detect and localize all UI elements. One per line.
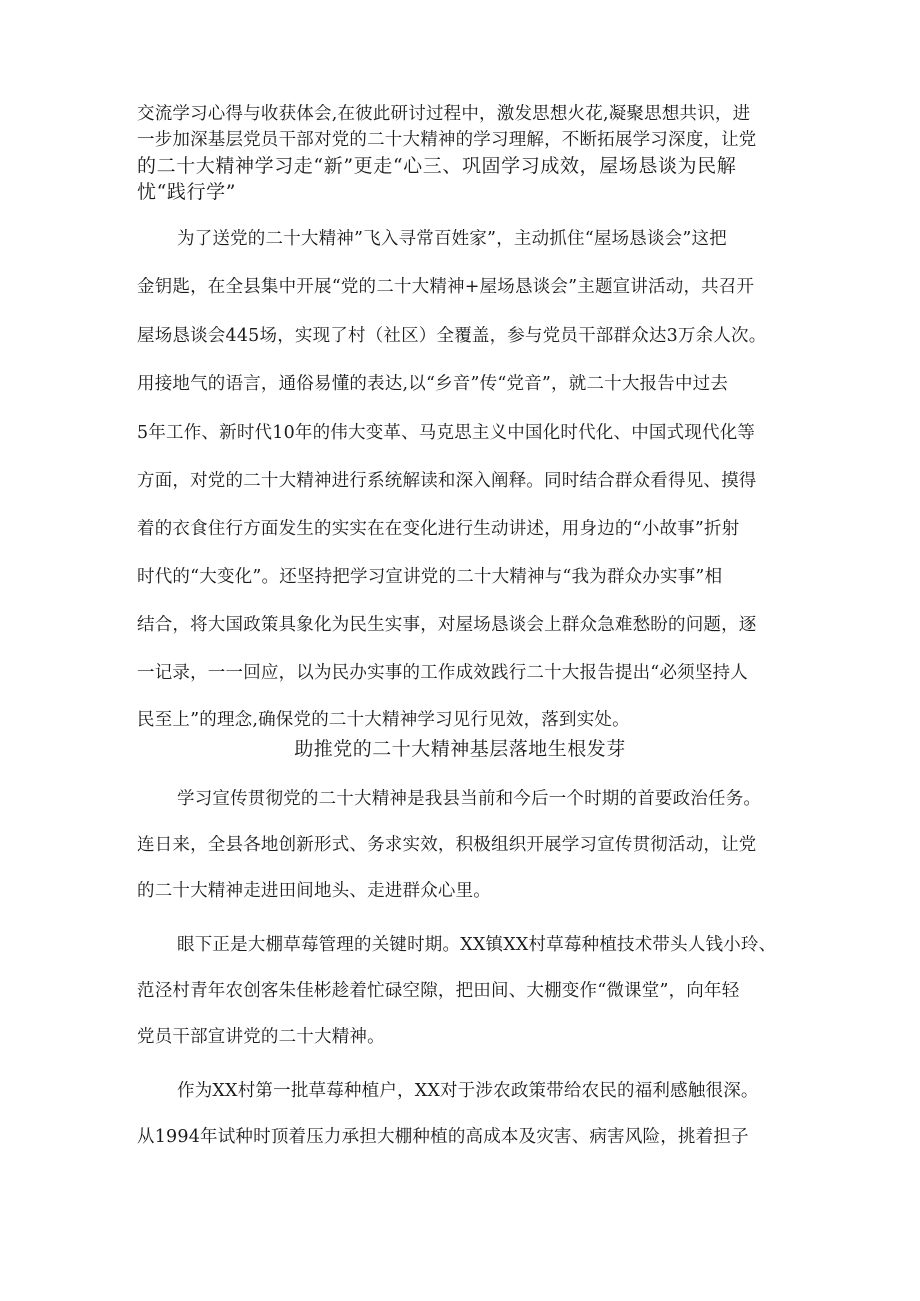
text-line: 民至上”的理念,确保党的二十大精神学习见行见效，落到实处。 bbox=[137, 710, 630, 730]
text-line: 眼下正是大棚草莓管理的关键时期。XX镇XX村草莓种植技术带头人钱小玲、 bbox=[177, 935, 777, 955]
text-line: 的二十大精神走进田间地头、走进群众心里。 bbox=[137, 881, 491, 901]
text-line: 从1994年试种时顶着压力承担大棚种植的高成本及灾害、病害风险，挑着担子 bbox=[137, 1127, 749, 1147]
text-line: 党员干部宣讲党的二十大精神。 bbox=[137, 1027, 385, 1047]
section-title: 助推党的二十大精神基层落地生根发芽 bbox=[294, 738, 626, 760]
text-line: 金钥匙，在全县集中开展“党的二十大精神+屋场恳谈会”主题宣讲活动，共召开 bbox=[137, 277, 755, 297]
text-line: 时代的“大变化”。还坚持把学习宣讲党的二十大精神与“我为群众办实事”相 bbox=[137, 567, 723, 587]
text-line: 的二十大精神学习走“新”更走“心三、巩固学习成效，屋场恳谈为民解 bbox=[137, 155, 737, 177]
text-line: 方面，对党的二十大精神进行系统解读和深入阐释。同时结合群众看得见、摸得 bbox=[137, 471, 757, 491]
text-line: 交流学习心得与收获体会,在彼此研讨过程中，激发思想火花,凝聚思想共识，进 bbox=[137, 104, 751, 124]
text-line: 5年工作、新时代10年的伟大变革、马克思主义中国化时代化、中国式现代化等 bbox=[137, 423, 756, 443]
text-line: 屋场恳谈会445场，实现了村（社区）全覆盖，参与党员干部群众达3万余人次。 bbox=[137, 326, 767, 346]
text-line: 作为XX村第一批草莓种植户，XX对于涉农政策带给农民的福利感触很深。 bbox=[177, 1081, 759, 1101]
text-line: 着的衣食住行方面发生的实实在在变化进行生动讲述，用身边的“小故事”折射 bbox=[137, 519, 740, 539]
text-line: 结合，将大国政策具象化为民生实事，对屋场恳谈会上群众急难愁盼的问题，逐 bbox=[137, 615, 757, 635]
text-line: 用接地气的语言，通俗易懂的表达,以“乡音”传“党音”，就二十大报告中过去 bbox=[137, 374, 729, 394]
text-line: 一记录，一一回应，以为民办实事的工作成效践行二十大报告提出“必须坚持人 bbox=[137, 663, 748, 683]
text-line: 一步加深基层党员干部对党的二十大精神的学习理解，不断拓展学习深度，让党 bbox=[137, 130, 757, 150]
text-line: 连日来，全县各地创新形式、务求实效，积极组织开展学习宣传贯彻活动，让党 bbox=[137, 835, 757, 855]
text-line: 忧“践行学” bbox=[137, 181, 237, 203]
text-line: 范泾村青年农创客朱佳彬趁着忙碌空隙，把田间、大棚变作“微课堂”，向年轻 bbox=[137, 981, 740, 1001]
text-line: 为了送党的二十大精神”飞入寻常百姓家”，主动抓住“屋场恳谈会”这把 bbox=[177, 229, 727, 249]
text-line: 学习宣传贯彻党的二十大精神是我县当前和今后一个时期的首要政治任务。 bbox=[177, 789, 762, 809]
